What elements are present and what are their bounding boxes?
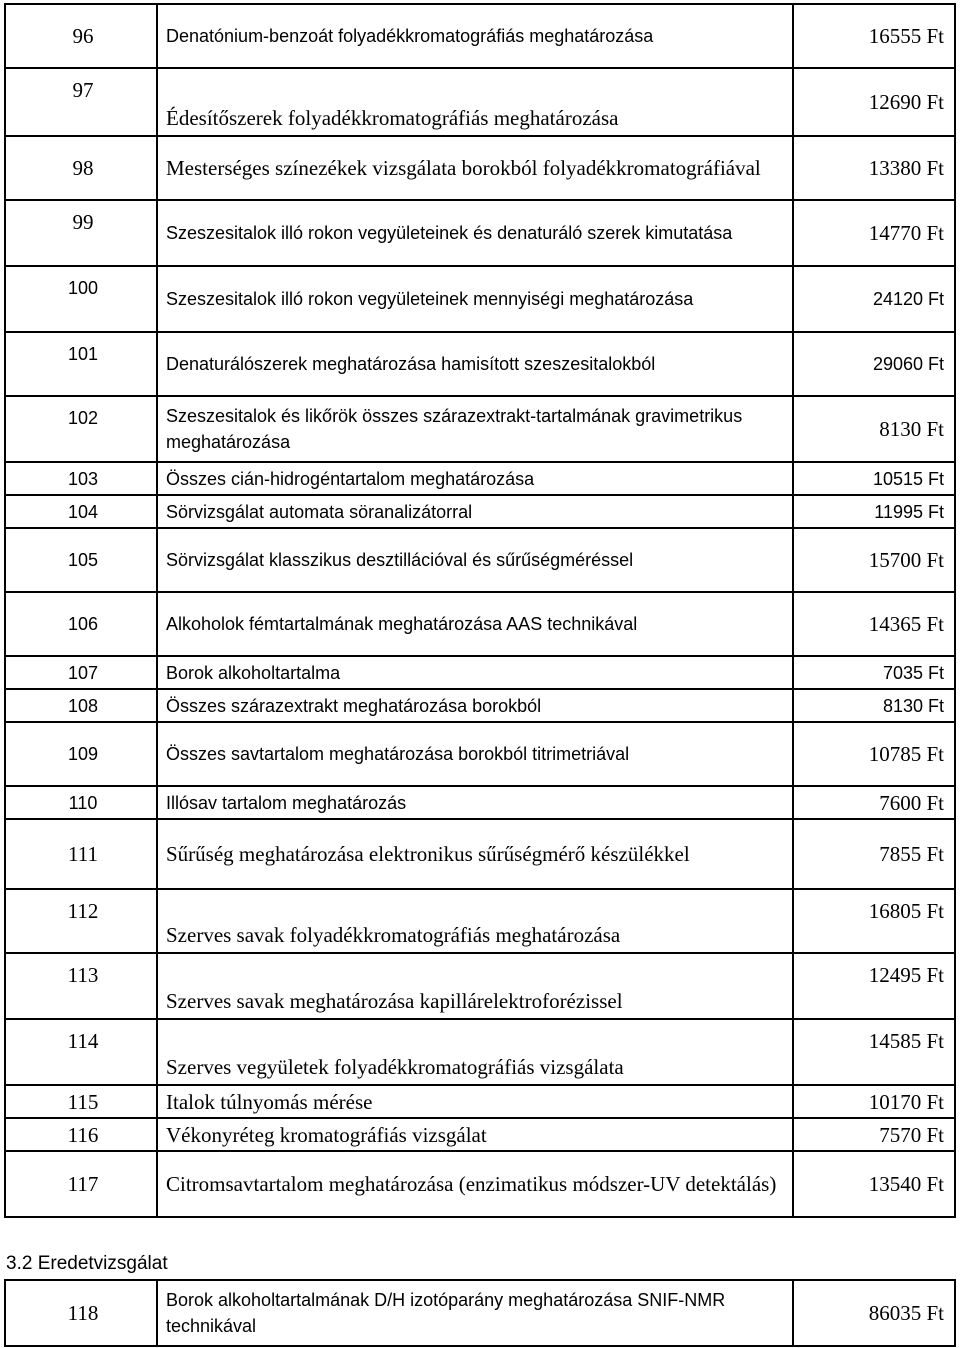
row-number: 108 (5, 689, 157, 722)
table-row (5, 68, 955, 136)
table-row (5, 266, 955, 332)
row-description: Vékonyréteg kromatográfiás vizsgálat (157, 1118, 793, 1151)
table-row (5, 1151, 955, 1217)
row-description: Összes cián-hidrogéntartalom meghatározása (157, 462, 793, 495)
row-price: 10785 Ft (793, 722, 955, 786)
table-row (5, 332, 955, 396)
row-number: 115 (5, 1085, 157, 1118)
row-number: 113 (5, 953, 157, 1019)
table-row (5, 4, 955, 68)
row-description: Összes savtartalom meghatározása borokból titrimetriával (157, 722, 793, 786)
row-number: 109 (5, 722, 157, 786)
row-price: 86035 Ft (793, 1280, 955, 1346)
section-heading: 3.2 Eredetvizsgálat (6, 1253, 168, 1274)
table-row (5, 889, 955, 953)
row-description: Édesítőszerek folyadékkromatográfiás meghatározása (157, 68, 793, 136)
table-row (5, 136, 955, 200)
row-description: Szeszesitalok illó rokon vegyületeinek és denaturáló szerek kimutatása (157, 200, 793, 266)
row-price: 14585 Ft (793, 1019, 955, 1085)
row-price: 16805 Ft (793, 889, 955, 953)
row-price: 12495 Ft (793, 953, 955, 1019)
row-price: 13540 Ft (793, 1151, 955, 1217)
row-price: 11995 Ft (793, 495, 955, 528)
table-row (5, 592, 955, 656)
row-price: 12690 Ft (793, 68, 955, 136)
row-number: 106 (5, 592, 157, 656)
row-number: 111 (5, 819, 157, 889)
row-number: 114 (5, 1019, 157, 1085)
row-price: 15700 Ft (793, 528, 955, 592)
row-description: Sűrűség meghatározása elektronikus sűrűségmérő készülékkel (157, 819, 793, 889)
row-number: 102 (5, 396, 157, 462)
table-row (5, 953, 955, 1019)
row-number: 118 (5, 1280, 157, 1346)
row-price: 7855 Ft (793, 819, 955, 889)
table-row (5, 786, 955, 819)
row-number: 107 (5, 656, 157, 689)
row-number: 100 (5, 266, 157, 332)
table-row (5, 656, 955, 689)
row-price: 7035 Ft (793, 656, 955, 689)
row-price: 7570 Ft (793, 1118, 955, 1151)
row-number: 103 (5, 462, 157, 495)
price-table (4, 3, 956, 1218)
table-row (5, 495, 955, 528)
row-description: Szeszesitalok és likőrök összes szárazextrakt-tartalmának gravimetrikus meghatározása (157, 396, 793, 462)
row-price: 8130 Ft (793, 396, 955, 462)
table-row (5, 528, 955, 592)
table-row (5, 200, 955, 266)
row-description: Borok alkoholtartalma (157, 656, 793, 689)
row-number: 97 (5, 68, 157, 136)
row-number: 104 (5, 495, 157, 528)
row-price: 13380 Ft (793, 136, 955, 200)
table-row (5, 1280, 955, 1346)
row-description: Szeszesitalok illó rokon vegyületeinek mennyiségi meghatározása (157, 266, 793, 332)
section-price-table (4, 1279, 956, 1347)
row-description: Alkoholok fémtartalmának meghatározása AAS technikával (157, 592, 793, 656)
table-row (5, 689, 955, 722)
row-description: Mesterséges színezékek vizsgálata borokból folyadékkromatográfiával (157, 136, 793, 200)
row-number: 110 (5, 786, 157, 819)
row-description: Sörvizsgálat klasszikus desztillációval és sűrűségméréssel (157, 528, 793, 592)
row-price: 24120 Ft (793, 266, 955, 332)
row-price: 16555 Ft (793, 4, 955, 68)
row-description: Összes szárazextrakt meghatározása borokból (157, 689, 793, 722)
row-description: Citromsavtartalom meghatározása (enzimatikus módszer-UV detektálás) (157, 1151, 793, 1217)
row-description: Sörvizsgálat automata söranalizátorral (157, 495, 793, 528)
row-description: Szerves vegyületek folyadékkromatográfiás vizsgálata (157, 1019, 793, 1085)
row-description: Italok túlnyomás mérése (157, 1085, 793, 1118)
table-row (5, 1118, 955, 1151)
row-number: 98 (5, 136, 157, 200)
row-number: 101 (5, 332, 157, 396)
row-number: 99 (5, 200, 157, 266)
row-description: Illósav tartalom meghatározás (157, 786, 793, 819)
row-price: 29060 Ft (793, 332, 955, 396)
row-number: 112 (5, 889, 157, 953)
row-number: 116 (5, 1118, 157, 1151)
row-number: 105 (5, 528, 157, 592)
table-row (5, 1085, 955, 1118)
row-description: Borok alkoholtartalmának D/H izotóparány meghatározása SNIF-NMR technikával (157, 1280, 793, 1346)
row-price: 10515 Ft (793, 462, 955, 495)
row-description: Szerves savak folyadékkromatográfiás meghatározása (157, 889, 793, 953)
row-price: 14365 Ft (793, 592, 955, 656)
row-price: 10170 Ft (793, 1085, 955, 1118)
row-price: 7600 Ft (793, 786, 955, 819)
table-row (5, 462, 955, 495)
row-price: 14770 Ft (793, 200, 955, 266)
table-row (5, 722, 955, 786)
table-row (5, 1019, 955, 1085)
table-row (5, 396, 955, 462)
row-description: Denaturálószerek meghatározása hamisított szeszesitalokból (157, 332, 793, 396)
row-price: 8130 Ft (793, 689, 955, 722)
table-row (5, 819, 955, 889)
row-number: 117 (5, 1151, 157, 1217)
row-description: Denatónium-benzoát folyadékkromatográfiás meghatározása (157, 4, 793, 68)
row-description: Szerves savak meghatározása kapillárelektroforézissel (157, 953, 793, 1019)
row-number: 96 (5, 4, 157, 68)
